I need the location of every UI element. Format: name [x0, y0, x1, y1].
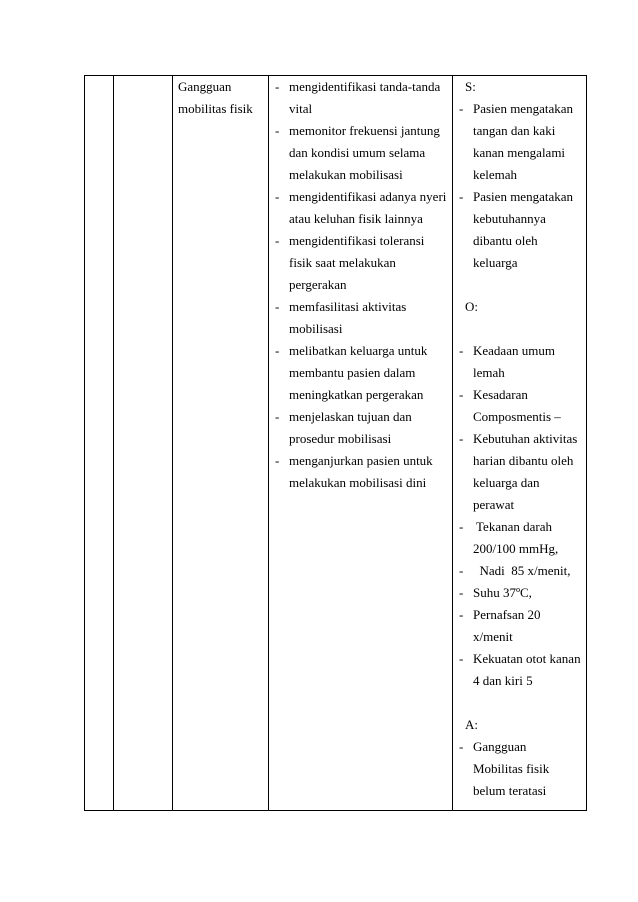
intervention-cell: [275, 76, 447, 494]
item-line: Kesadaran: [473, 387, 528, 402]
item-line: mengidentifikasi toleransi: [289, 233, 425, 248]
bullet-dash: -: [459, 431, 464, 446]
objective-item: [459, 582, 581, 604]
item-line: Kekuatan otot kanan: [473, 651, 581, 666]
item-line: fisik saat melakukan: [289, 255, 396, 270]
item-line: Mobilitas fisik: [473, 761, 550, 776]
intervention-item: [275, 186, 447, 230]
intervention-item: [275, 450, 446, 494]
spacer: [473, 318, 581, 340]
intervention-item: [275, 76, 446, 120]
item-line: Nadi 85 x/menit,: [473, 563, 571, 578]
objective-item: [459, 340, 581, 384]
spacer: [473, 692, 581, 714]
item-line: harian dibantu oleh: [473, 453, 574, 468]
bullet-dash: -: [459, 585, 464, 600]
item-line: memonitor frekuensi jantung: [289, 123, 440, 138]
subjective-item: [459, 98, 581, 186]
column-divider: [452, 76, 453, 810]
objective-item: [459, 648, 581, 692]
bullet-dash: -: [275, 189, 280, 204]
intervention-item: [275, 406, 446, 450]
bullet-dash: -: [459, 343, 464, 358]
item-line: lemah: [473, 365, 505, 380]
bullet-dash: -: [459, 189, 464, 204]
assessment-item: [459, 736, 581, 802]
item-line: dan kondisi umum selama: [289, 145, 426, 160]
objective-item: [459, 516, 581, 560]
bullet-dash: -: [459, 651, 464, 666]
subjective-label: S:: [465, 79, 476, 94]
item-line: Tekanan darah: [473, 519, 552, 534]
item-line: Suhu 37ºC,: [473, 585, 532, 600]
item-line: Pasien mengatakan: [473, 189, 573, 204]
item-line: memfasilitasi aktivitas: [289, 299, 407, 314]
item-line: melibatkan keluarga untuk: [289, 343, 428, 358]
column-divider: [113, 76, 114, 810]
diagnosis-line: mobilitas fisik: [178, 101, 253, 116]
bullet-dash: -: [275, 343, 280, 358]
intervention-item: [275, 296, 446, 340]
item-line: melakukan mobilisasi dini: [289, 475, 427, 490]
item-line: kanan mengalami: [473, 145, 566, 160]
item-line: Kebutuhan aktivitas: [473, 431, 578, 446]
bullet-dash: -: [459, 519, 464, 534]
item-line: kelemah: [473, 167, 518, 182]
bullet-dash: -: [275, 453, 280, 468]
diagnosis-cell: [178, 76, 253, 120]
item-line: Pasien mengatakan: [473, 101, 573, 116]
item-line: Composmentis –: [473, 409, 561, 424]
spacer: [473, 274, 581, 296]
bullet-dash: -: [459, 387, 464, 402]
objective-item: [459, 384, 581, 428]
column-divider: [172, 76, 173, 810]
item-line: keluarga dan: [473, 475, 540, 490]
item-line: membantu pasien dalam: [289, 365, 416, 380]
item-line: Pernafsan 20: [473, 607, 541, 622]
intervention-item: [275, 120, 446, 186]
bullet-dash: -: [275, 79, 280, 94]
item-line: mobilisasi: [289, 321, 343, 336]
item-line: Gangguan: [473, 739, 527, 754]
item-line: mengidentifikasi tanda-tanda: [289, 79, 441, 94]
bullet-dash: -: [459, 101, 464, 116]
item-line: meningkatkan pergerakan: [289, 387, 424, 402]
nursing-care-table: [84, 75, 587, 811]
item-line: belum teratasi: [473, 783, 547, 798]
item-line: vital: [289, 101, 313, 116]
item-line: atau keluhan fisik lainnya: [289, 211, 423, 226]
item-line: perawat: [473, 497, 515, 512]
item-line: x/menit: [473, 629, 513, 644]
item-line: Keadaan umum: [473, 343, 555, 358]
assessment-label: A:: [465, 717, 478, 732]
bullet-dash: -: [459, 607, 464, 622]
bullet-dash: -: [459, 563, 464, 578]
item-line: pergerakan: [289, 277, 347, 292]
item-line: prosedur mobilisasi: [289, 431, 392, 446]
objective-label: O:: [465, 299, 478, 314]
intervention-item: [275, 340, 446, 406]
item-line: 200/100 mmHg,: [473, 541, 559, 556]
objective-item: [459, 560, 581, 582]
bullet-dash: -: [275, 233, 280, 248]
column-divider: [268, 76, 269, 810]
bullet-dash: -: [275, 409, 280, 424]
evaluation-cell: [459, 76, 581, 802]
objective-item: [459, 604, 581, 648]
item-line: keluarga: [473, 255, 518, 270]
item-line: kebutuhannya: [473, 211, 546, 226]
item-line: 4 dan kiri 5: [473, 673, 533, 688]
intervention-item: [275, 230, 446, 296]
item-line: menganjurkan pasien untuk: [289, 453, 433, 468]
objective-item: [459, 428, 581, 516]
item-line: dibantu oleh: [473, 233, 538, 248]
item-line: tangan dan kaki: [473, 123, 556, 138]
bullet-dash: -: [275, 299, 280, 314]
item-line: melakukan mobilisasi: [289, 167, 403, 182]
diagnosis-line: Gangguan: [178, 79, 232, 94]
item-line: mengidentifikasi adanya nyeri: [289, 189, 447, 204]
subjective-item: [459, 186, 581, 274]
item-line: menjelaskan tujuan dan: [289, 409, 412, 424]
bullet-dash: -: [275, 123, 280, 138]
bullet-dash: -: [459, 739, 464, 754]
